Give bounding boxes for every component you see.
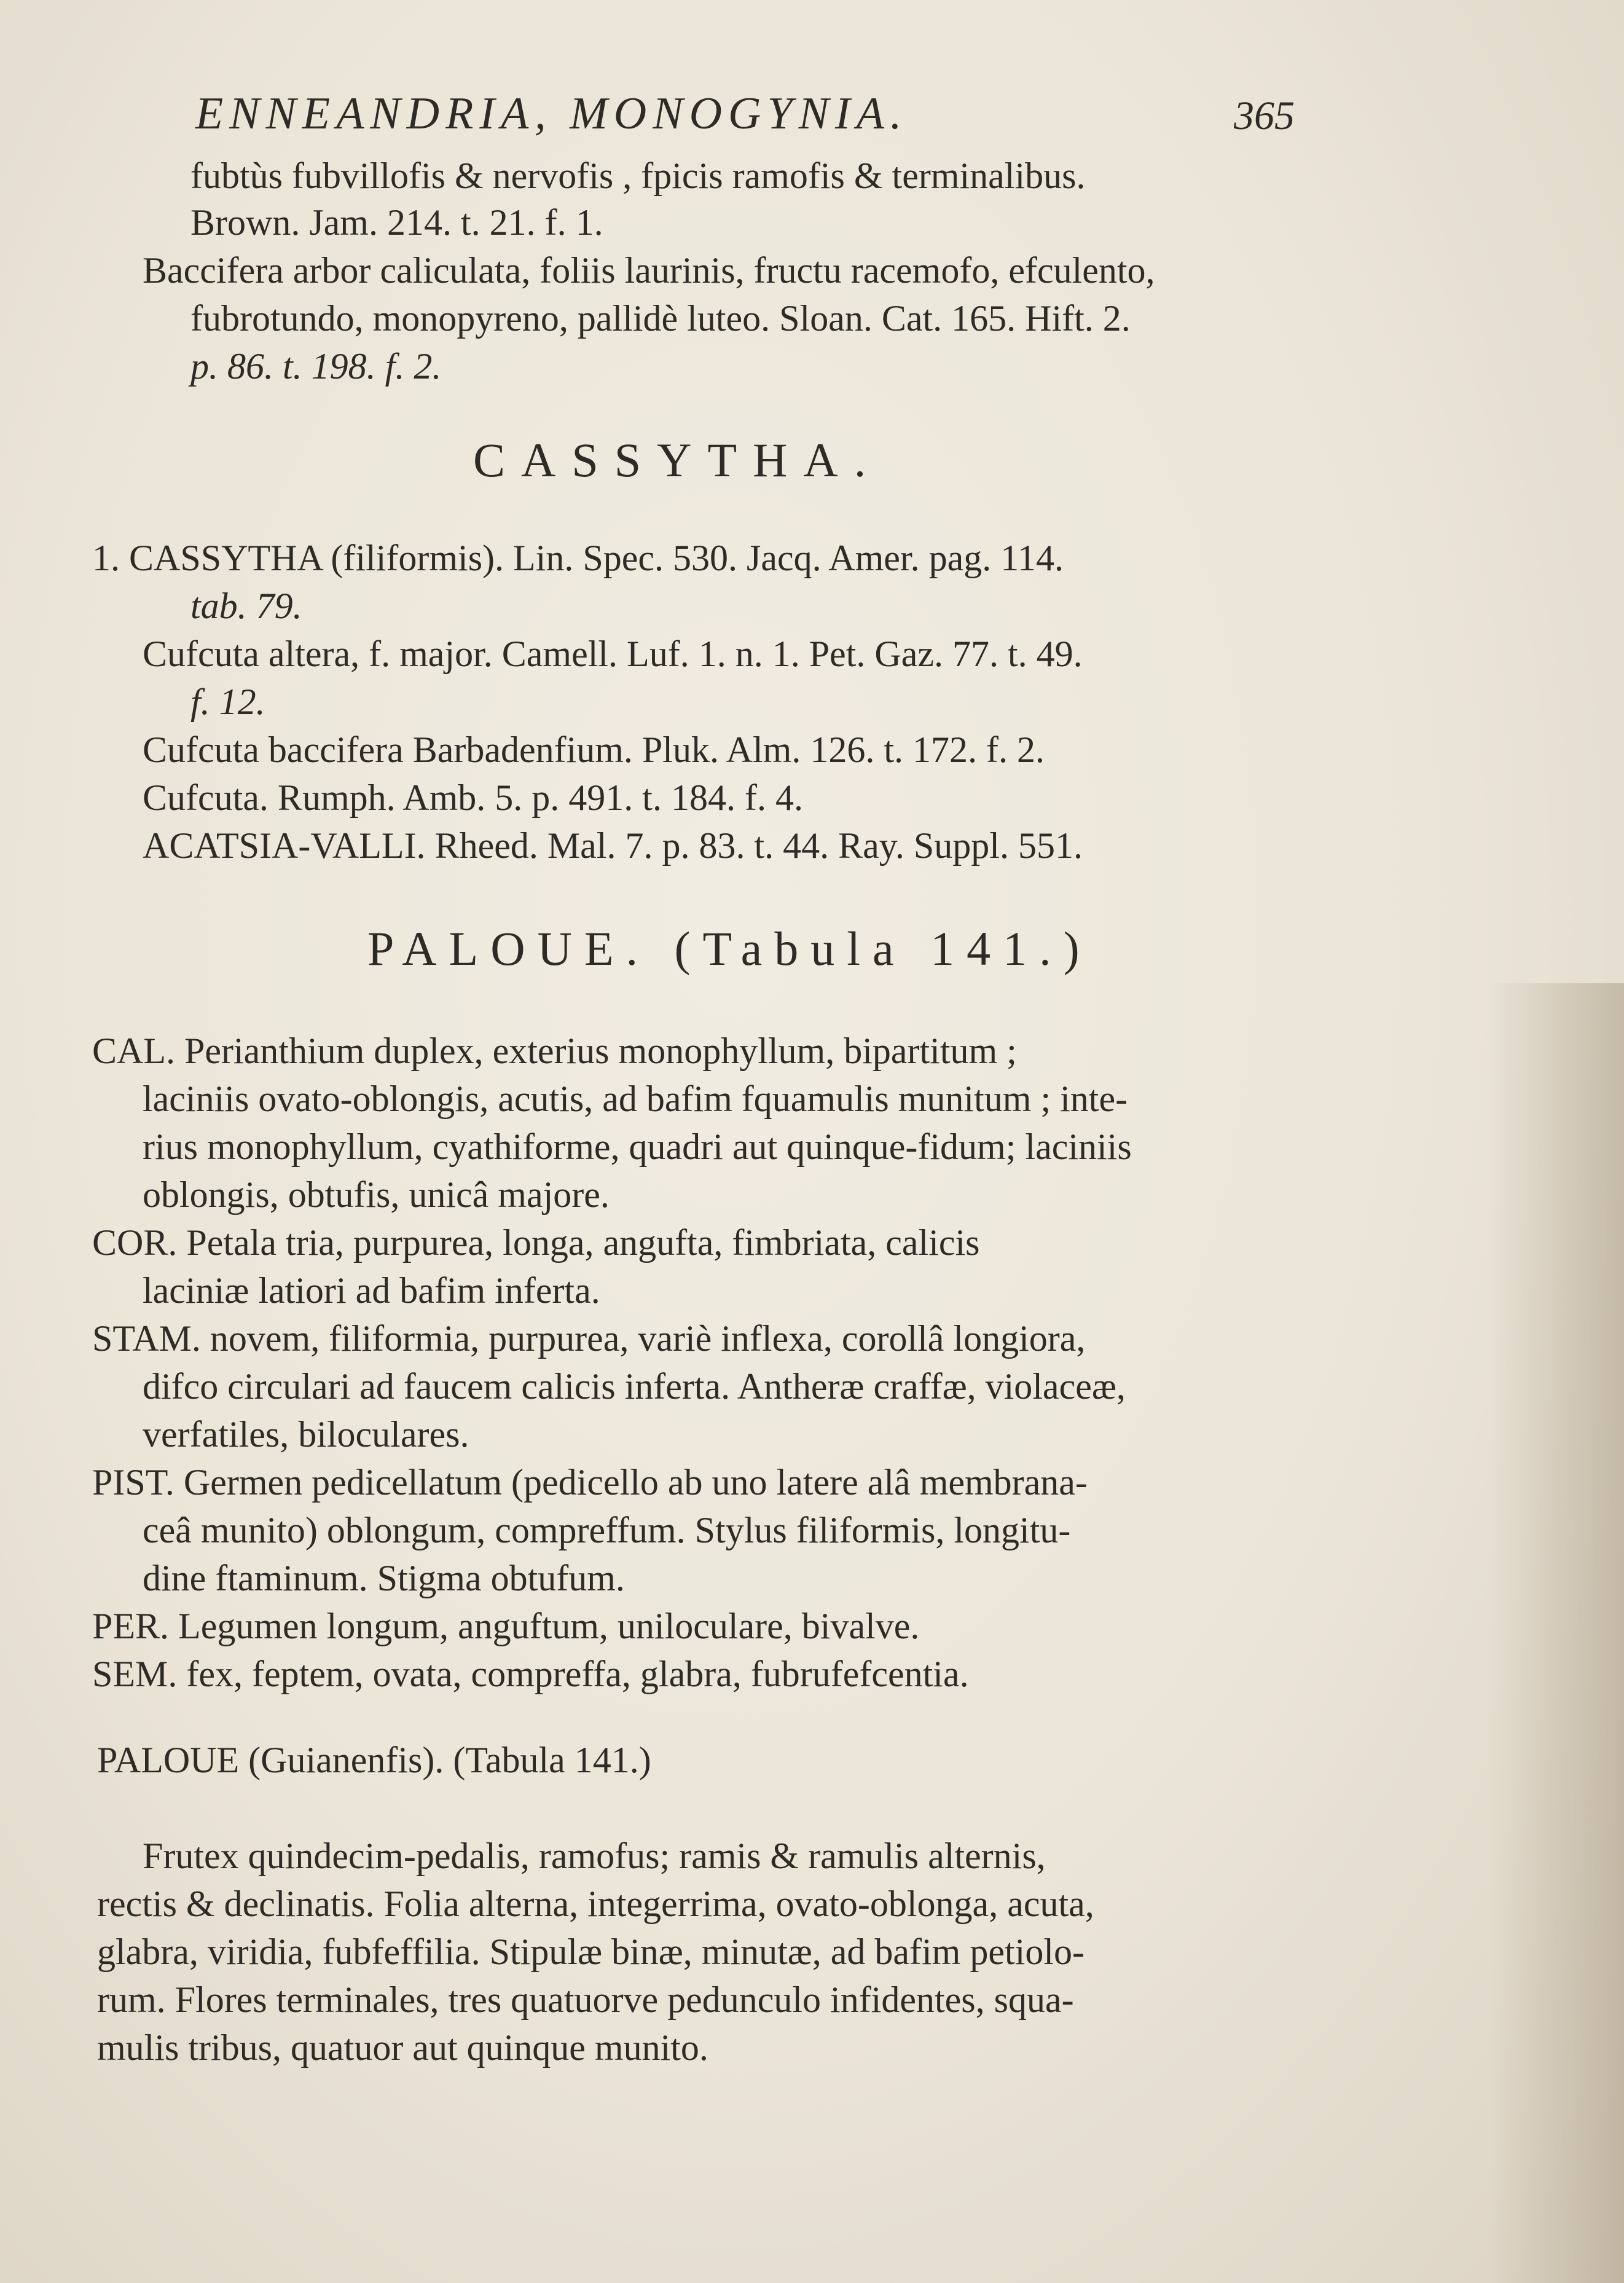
text-line: fubrotundo, monopyreno, pallidè luteo. Sloan. Cat. 165. Hift. 2. (190, 298, 1131, 339)
text-line: Baccifera arbor caliculata, foliis laurinis, fruсtu racemofo, efculento, (143, 250, 1155, 291)
species-heading: PALOUE (Guianenfis). (Tabula 141.) (97, 1740, 651, 1780)
text-line: tab. 79. (190, 586, 302, 626)
text-line: f. 12. (190, 682, 265, 722)
text-line: COR. Petala tria, purpurea, longa, angufta, fimbriata, calicis (92, 1222, 980, 1263)
text-line: oblongis, obtufis, unicâ majore. (143, 1174, 610, 1215)
text-line: STAM. novem, filiformia, purpurea, variè inflexa, corollâ longiora, (92, 1318, 1086, 1359)
text-line: laciniæ latiori ad bafim inferta. (143, 1270, 600, 1311)
text-line: Cufcuta altera, f. major. Camell. Luf. 1. n. 1. Pet. Gaz. 77. t. 49. (143, 634, 1083, 674)
text-line: rectis & declinatis. Folia alterna, integerrima, ovato-oblonga, acuta, (97, 1884, 1094, 1924)
text-line: rius monophyllum, cyathiforme, quadri aut quinque-fidum; laciniis (143, 1126, 1132, 1167)
section-title-paloue: PALOUE. (Tabula 141.) (367, 922, 1092, 975)
text-line: ACATSIA-VALLI. Rheed. Mal. 7. p. 83. t. 44. Ray. Suppl. 551. (143, 825, 1083, 866)
text-line: CAL. Perianthium duplex, exterius monophyllum, bipartitum ; (92, 1031, 1017, 1071)
text-line: SEM. fex, feptem, ovata, compreffa, glabra, fubrufefcentia. (92, 1654, 969, 1694)
text-line: laciniis ovato-oblongis, acutis, ad bafim fquamulis munitum ; inte- (143, 1079, 1128, 1119)
page-number: 365 (1234, 93, 1295, 138)
text-line: ceâ munito) oblongum, compreffum. Stylus filiformis, longitu- (143, 1510, 1071, 1550)
text-line: p. 86. t. 198. f. 2. (190, 346, 442, 387)
text-line: Cufcuta. Rumph. Amb. 5. p. 491. t. 184. f. 4. (143, 777, 803, 818)
text-line: glabra, viridia, fubfeffilia. Stipulæ binæ, minutæ, ad bafim petiolo- (97, 1931, 1085, 1972)
text-line: dine ftaminum. Stigma obtufum. (143, 1558, 625, 1598)
text-line: mulis tribus, quatuor aut quinque munito. (97, 2027, 708, 2068)
text-line: difco circulari ad faucem calicis inferta. Antheræ craffæ, violaceæ, (143, 1366, 1126, 1407)
text-line: rum. Flores terminales, tres quatuorve pedunculo infidentes, squa- (97, 1979, 1074, 2020)
text-line: 1. CASSYTHA (filiformis). Lin. Spec. 530. Jacq. Amer. pag. 114. (92, 538, 1064, 578)
page-edge-shadow (1489, 983, 1624, 2283)
text-line: Frutex quindecim-pedalis, ramofus; ramis & ramulis alternis, (143, 1836, 1046, 1876)
running-title: ENNEANDRIA, MONOGYNIA. (195, 88, 908, 139)
text-line: PER. Legumen longum, anguftum, uniloculare, bivalve. (92, 1606, 920, 1646)
text-line: fubtùs fubvillofis & nervofis , fpicis ramofis & terminalibus. (190, 155, 1086, 196)
section-title-cassytha: CASSYTHA. (473, 433, 882, 487)
text-line: verfatiles, biloculares. (143, 1414, 469, 1455)
text-line: PIST. Germen pedicellatum (pedicello ab uno latere alâ membrana- (92, 1462, 1088, 1503)
text-line: Cufcuta baccifera Barbadenfium. Pluk. Alm. 126. t. 172. f. 2. (143, 729, 1045, 770)
text-line: Brown. Jam. 214. t. 21. f. 1. (190, 202, 603, 243)
